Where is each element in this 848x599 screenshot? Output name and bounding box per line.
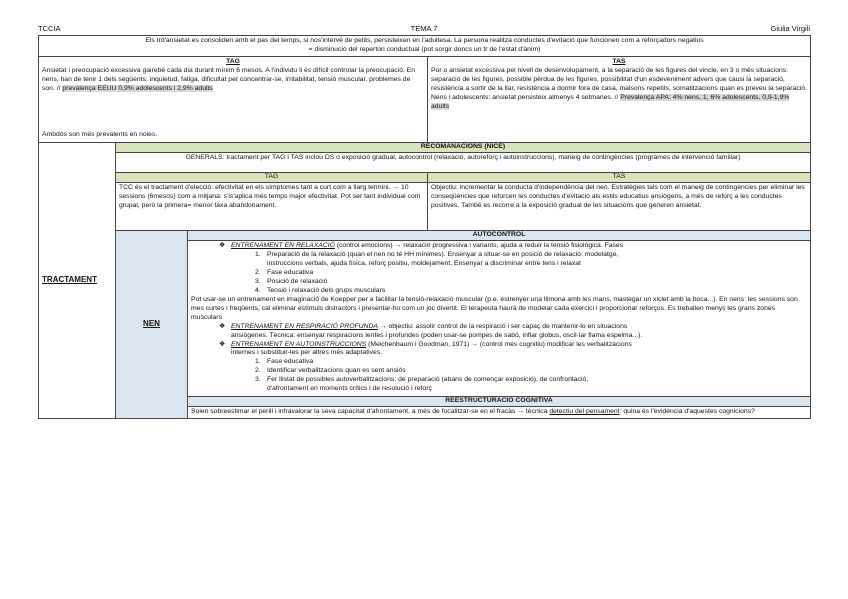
breathing-continuation: ansiògenes. Tècnica: ensenyar respiracions lentes i profundes (poden usar-se pompes de sabó, inflar globus, oscil·lar flama espelma...). [231, 331, 643, 339]
phase-number: 4. [255, 286, 261, 294]
tag-description [42, 67, 424, 94]
recom-tas-text: Objectiu: incrementar la conducta d'independència del nen. Estratègies tals com el maneig de contingències per eliminar les conseqüències que reforcen les conductes d'evitació als estils educatius ansiògens, a més de reforç a les conductes positives. També es recorre a la exposició gradual de les situacions que generen ansietat. [428, 182, 811, 230]
phase-text: Posició de relaxació [267, 277, 328, 285]
koepper-paragraph: Pot usar-se un entrenament en imaginació de Koepper per a facilitar la tensió-relaxació muscular (p.e. estrenyer una llimona amb les mans, mastegar un xiclet amb la boca...). En nens: les sessions son mes curtes i freqüents, cal eliminar estímuls distractors i presentar-ho com un joc divertit. El terapeuta haurà de modelar cada exercici i proporcionar reforços. Es treballen menys les grans zones musculars [191, 295, 798, 321]
recommendations-title: RECOMANACIONS (NICE) [116, 142, 811, 152]
intro-line-1: Els trd'ansietat es consoliden amb el pas del temps, si nos'intervé de petits, persisteixen en l'adultesa. La persona realitza conductes d'evitació que funcionen com a reforçadors negatius [145, 37, 704, 44]
page-header [38, 24, 810, 35]
self-instruction-text: (Meichenbaum i Goodman, 1971) → (control més cognitiu) modificar les verbalitzacions [368, 340, 632, 348]
breathing-text: → objectiu: assolir control de la respiració i ser capaç de mantenir-lo en situacions [379, 322, 628, 330]
tas-text: Por o ansietat excessiva pel nivell de desenvolupament, a la separació de les figures del vincle, en 3 o més situacions: separació de les figures, possible pèrdua de les figures, possibilitat d'un esdeveniment advers que causi la separació, resistència a sortir de la llar, resistència a dormir fora de casa, malsons repetits, somatitzacions quan es preveu la separació. Nens i adolescents: ansietat persisteix almenys 4 setmanes. // [431, 66, 807, 101]
phase-text: Tensió i relaxació dels grups musculars [267, 286, 386, 294]
breathing-item [191, 323, 807, 332]
treatment-label-cell [39, 142, 116, 418]
restructuring-cell [188, 397, 811, 419]
relaxation-title: ENTRENAMENT EN RELAXACIÓ [231, 241, 335, 249]
step-text: d'afrontament en moments crítics i de resolució i reforç [267, 385, 432, 393]
restructuring-text: Solen sobreestimar el perill i infravalorar la seva capacitat d'afrontament, a més de focalitzar-se en el fracàs → tècnica [191, 408, 548, 416]
breathing-title: ENTRENAMENT EN RESPIRACIÓ PROFUNDA [231, 322, 378, 330]
phase-number: 2. [255, 268, 261, 276]
tag-prevalence: prevalença EEUU 0,9% adolescents i 2,9% adults [62, 84, 213, 92]
autocontrol-body [188, 241, 810, 396]
recom-tas-title: TAS [428, 172, 811, 182]
intro-cell [39, 36, 811, 57]
intro-line-2: = disminució del repertori conductual (pot sorgir doncs un tr de l'estat d'ànim) [308, 45, 541, 53]
recom-tag-text: TCC és el tractament d'elecció: efectivitat en els símptomes tant a curt com a llarg termini. → 10 sessions (6mesos) com a mitjana: s'is'aplica més temps major efectivitat. Pot ser tant individual com grupal, però la primera= menor taxa abandonament. [116, 182, 428, 230]
step-text: Fer llistat de possibles autoverbalitzacions: de preparació (abans de començar exposició), de confrontació, [267, 376, 589, 384]
child-label-cell [116, 230, 188, 418]
diamond-bullet-icon: ❖ [219, 340, 226, 348]
child-label: NEN [143, 319, 160, 329]
relaxation-phases [191, 251, 807, 296]
tag-text: Ansietat i preocupació excessiva gairebé cada dia durant mínim 6 mesos. A l'individu li és difícil controlar la preocupació. En nens, han de tenir 1 dels següents: inquietud, fatiga, dificultat per concentrar-se, irritabilitat, tensió muscular, problemes de son. // [42, 66, 416, 92]
step-text: Fase educativa [267, 358, 314, 366]
phase-item [191, 278, 807, 287]
autocontrol-title: AUTOCONTROL [188, 231, 810, 241]
tag-title: TAG [226, 57, 240, 65]
diamond-bullet-icon: ❖ [219, 241, 226, 249]
tas-title: TAS [612, 57, 626, 65]
step-item [191, 376, 807, 385]
prevalence-note: Ambdós son més prevalents en noies. [42, 130, 158, 138]
treatment-label: TRACTAMENT [42, 275, 97, 285]
phase-number: 1. [255, 250, 261, 258]
phase-text: Preparació de la relaxació (quan el nen no té HH mínimes). Ensenyar a situar-se en posició de relaxació: modelatge, [267, 250, 619, 258]
step-item [191, 367, 807, 376]
self-instruction-title: ENTRENAMENT EN AUTOINSTRUCCIONS [231, 340, 367, 348]
recommendations-general: GENERALS: tractament per TAG i TAS inclou DS o exposició gradual, autocontrol (relaxació, autoreforç i autoinstruccions), maneig de contingències (programes de intervenció familiar) [116, 152, 811, 172]
summary-table [38, 35, 811, 419]
relaxation-text: (control emocions) → relaxació progressiva i variants, ajuda a reduir la tensió fisiològica. Fases [336, 241, 624, 249]
self-instruction-steps [191, 358, 807, 394]
restructuring-tail: : quina és l'evidència d'aquestes cognicions? [619, 408, 755, 416]
phase-item [191, 287, 807, 296]
autocontrol-cell [188, 230, 811, 396]
diamond-bullet-icon: ❖ [219, 322, 226, 330]
phase-number: 3. [255, 277, 261, 285]
detective-technique: detectiu del pensament [549, 408, 620, 416]
tag-diagnosis-cell [39, 56, 428, 142]
step-item [191, 358, 807, 367]
step-number: 1. [255, 358, 261, 366]
phase-item [191, 260, 807, 269]
step-number: 3. [255, 376, 261, 384]
phase-item [191, 269, 807, 278]
phase-item [191, 251, 807, 260]
step-text: Identificar verbalitzacions quan es sent ansiós [267, 367, 406, 375]
restructuring-title: REESTRUCTURACIÓ COGNITIVA [188, 397, 810, 407]
self-instruction-continuation: internes i substituir-les per altres més adaptatives. [231, 349, 383, 357]
self-instruction-item [191, 341, 807, 350]
restructuring-body [188, 407, 810, 418]
header-author: Giulia Virgili [770, 24, 810, 33]
step-number: 2. [255, 367, 261, 375]
phase-text: Fase educativa [267, 268, 314, 276]
tas-prevalence: Prevalença APA: 4% nens, 1, 6% adolescents, 0,9-1,9% adults [431, 93, 790, 110]
recom-tag-title: TAG [116, 172, 428, 182]
relaxation-item [191, 242, 807, 251]
header-topic: TEMA 7 [410, 24, 438, 33]
step-item [191, 385, 807, 394]
tas-description [431, 67, 807, 112]
tas-diagnosis-cell [428, 56, 811, 142]
header-course: TCCIA [38, 24, 61, 33]
phase-text: instruccions verbals, ajuda física, reforç positiu, moldejament. Ensenyar a discriminar entre tens i relaxat [267, 259, 581, 267]
